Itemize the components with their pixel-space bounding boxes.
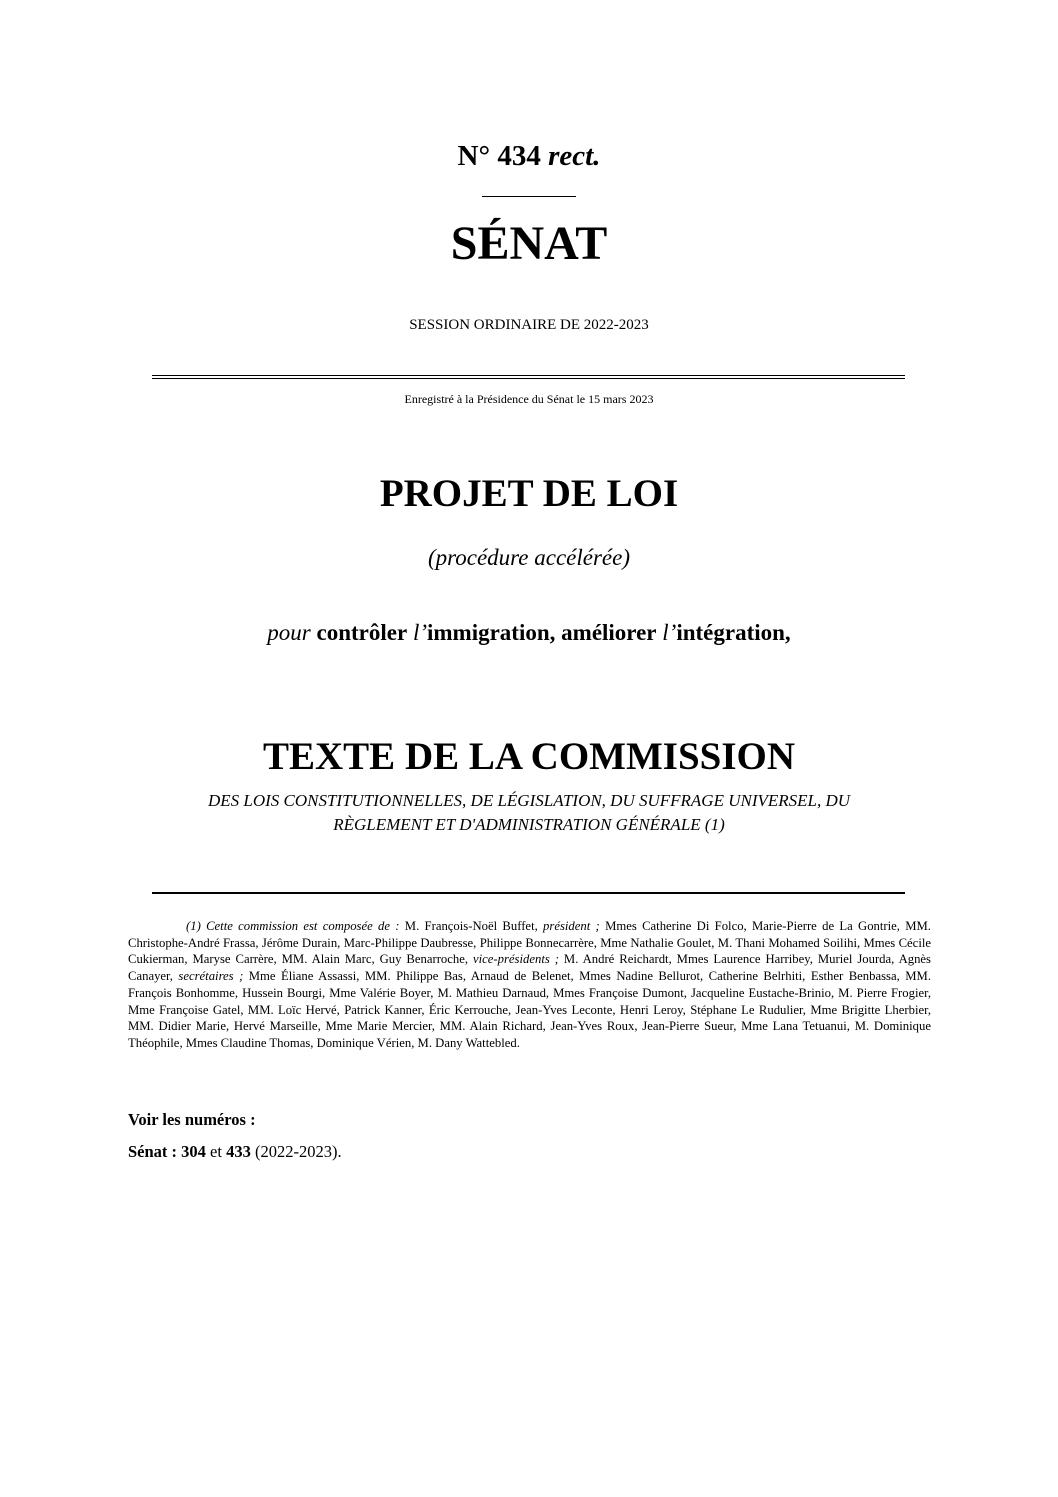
objet-article-2: l’ [662, 620, 677, 645]
footnote-secretaires: secrétaires ; [178, 969, 244, 984]
senat-ref-number-1: 304 [181, 1142, 206, 1161]
footnote-intro: (1) Cette commission est composée de : [186, 919, 400, 933]
senat-ref-period: (2022-2023). [254, 1142, 342, 1161]
senat-ref-conjunction: et [210, 1142, 222, 1161]
short-divider [482, 196, 576, 197]
number-label: N° 434 [457, 140, 541, 172]
registration-line: Enregistré à la Présidence du Sénat le 15 mars 2023 [404, 392, 654, 406]
bottom-divider [152, 892, 905, 894]
senat-ref-label: Sénat : [128, 1142, 178, 1161]
chamber-title: SÉNAT [450, 217, 608, 270]
objet-article-1: l’ [412, 620, 427, 645]
footnote-vice-presidents: vice-présidents ; [473, 952, 559, 967]
footnote-part-3: M. André Reichardt, Mmes Laurence Harribey, Muriel Jourda, Agnès Canayer, [128, 952, 931, 984]
objet-immigration: immigration, [427, 620, 556, 645]
commission-subtitle-line-2: RÈGLEMENT ET D'ADMINISTRATION GÉNÉRALE (1) [333, 815, 725, 834]
commission-title: TEXTE DE LA COMMISSION [262, 735, 796, 778]
footnote-part-1: M. François-Noël Buffet, [399, 919, 544, 933]
objet-ameliorer: améliorer [561, 620, 657, 645]
number-suffix: rect. [548, 140, 601, 172]
procedure-note: (procédure accélérée) [428, 545, 630, 570]
commission-subtitle [0, 789, 1058, 837]
objet-controler: contrôler [316, 620, 408, 645]
footnote-president: président ; [543, 919, 600, 933]
double-divider [152, 375, 905, 379]
footnote-part-4: Mme Éliane Assassi, MM. Philippe Bas, Arnaud de Belenet, Mmes Nadine Bellurot, Catherine Belrhiti, Esther Benbassa, MM. François Bonhomme, Hussein Bourgi, Mme Valérie Boyer, M. Mathieu Darnaud, Mmes Françoise Dumont, Jacqueline Eustache-Brinio, M. Pierre Frogier, Mme Françoise Gatel, MM. Loïc Hervé, Patrick Kanner, Éric Kerrouche, Jean-Yves Leconte, Henri Leroy, Stéphane Le Rudulier, Mme Brigitte Lherbier, MM. Didier Marie, Hervé Marseille, Mme Marie Mercier, MM. Alain Richard, Jean-Yves Roux, Jean-Pierre Sueur, Mme Lana Tetuanui, M. Dominique Théophile, Mmes Claudine Thomas, Dominique Vérien, M. Dany Wattebled. [128, 969, 931, 1050]
bill-title: PROJET DE LOI [379, 472, 679, 515]
objet-integration: intégration, [676, 620, 791, 645]
document-number [0, 138, 1058, 174]
objet-pour: pour [267, 620, 311, 645]
commission-composition-footnote [128, 918, 931, 1052]
commission-subtitle-line-1: DES LOIS CONSTITUTIONNELLES, DE LÉGISLATION, DU SUFFRAGE UNIVERSEL, DU [207, 791, 851, 810]
bill-object [0, 618, 1058, 648]
see-numbers-label: Voir les numéros : [128, 1110, 256, 1129]
senat-ref-number-2: 433 [226, 1142, 251, 1161]
session-line: SESSION ORDINAIRE DE 2022-2023 [409, 317, 649, 333]
footnote-part-2: Mmes Catherine Di Folco, Marie-Pierre de La Gontrie, MM. Christophe-André Frassa, Jérôme Durain, Marc-Philippe Daubresse, Philippe Bonnecarrère, Mme Nathalie Goulet, M. Thani Mohamed Soilihi, Mmes Cécile Cukierman, Maryse Carrère, MM. Alain Marc, Guy Benarroche, [128, 919, 931, 967]
senat-references [128, 1141, 342, 1163]
